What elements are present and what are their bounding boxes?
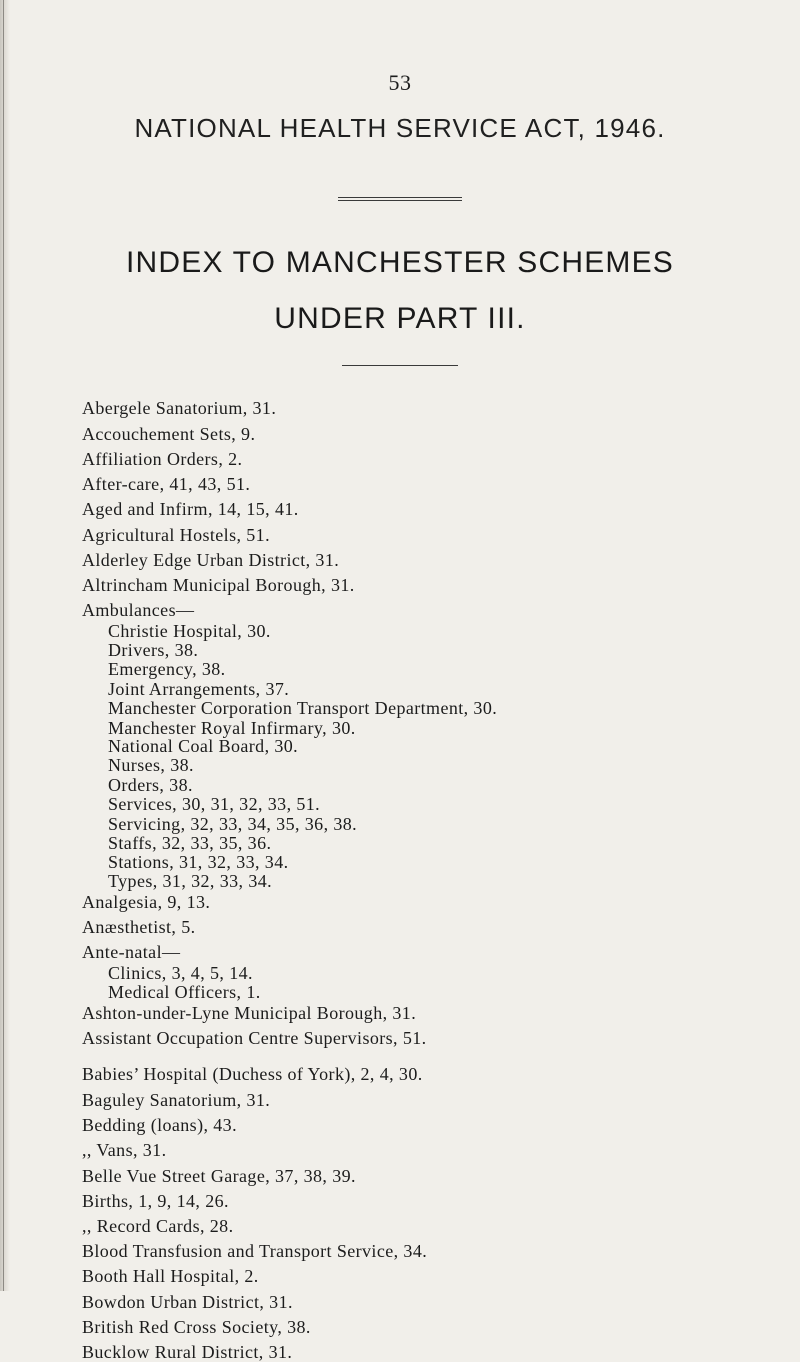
index-entry: Baguley Sanatorium, 31. (82, 1090, 271, 1110)
index-entry: Anæsthetist, 5. (82, 917, 196, 937)
index-entry: Booth Hall Hospital, 2. (82, 1266, 259, 1286)
index-title-line-1: INDEX TO MANCHESTER SCHEMES (125, 246, 675, 279)
index-title-line-2: UNDER PART III. (274, 302, 526, 335)
index-entry: Altrincham Municipal Borough, 31. (82, 575, 355, 595)
index-subentry: Manchester Corporation Transport Department, 30. (108, 698, 498, 718)
index-entry: ,, Vans, 31. (82, 1140, 167, 1160)
index-entry: ,, Record Cards, 28. (82, 1216, 234, 1236)
page-number: 53 (388, 70, 412, 95)
index-subentry: Orders, 38. (108, 775, 193, 795)
index-entry: Bucklow Rural District, 31. (82, 1342, 293, 1362)
index-entry: Births, 1, 9, 14, 26. (82, 1191, 229, 1211)
index-subentry: Staffs, 32, 33, 35, 36. (108, 833, 272, 853)
index-subentry: Drivers, 38. (108, 640, 199, 660)
index-subentry: Services, 30, 31, 32, 33, 51. (108, 794, 321, 814)
index-entry: Belle Vue Street Garage, 37, 38, 39. (82, 1166, 356, 1186)
index-subentry: Emergency, 38. (108, 659, 226, 679)
index-entry: Bedding (loans), 43. (82, 1115, 237, 1135)
index-entry: Babies’ Hospital (Duchess of York), 2, 4, 30. (82, 1064, 423, 1084)
index-subentry: Stations, 31, 32, 33, 34. (108, 852, 289, 872)
index-entry: Alderley Edge Urban District, 31. (82, 550, 340, 570)
index-entry: After-care, 41, 43, 51. (82, 474, 251, 494)
index-subentry: Types, 31, 32, 33, 34. (108, 871, 273, 891)
index-entry: Aged and Infirm, 14, 15, 41. (82, 499, 299, 519)
index-entry: Ante-natal— (82, 942, 181, 962)
index-subentry: Manchester Royal Infirmary, 30. (108, 718, 356, 738)
index-entry: Ambulances— (82, 600, 195, 620)
act-title: NATIONAL HEALTH SERVICE ACT, 1946. (134, 113, 666, 143)
index-entry: Bowdon Urban District, 31. (82, 1292, 293, 1312)
index-subentry: National Coal Board, 30. (108, 736, 299, 756)
index-entry: Abergele Sanatorium, 31. (82, 398, 277, 418)
index-subentry: Medical Officers, 1. (108, 982, 261, 1002)
index-subentry: Clinics, 3, 4, 5, 14. (108, 963, 253, 983)
index-entry: Blood Transfusion and Transport Service, 34. (82, 1241, 428, 1261)
index-subentry: Joint Arrangements, 37. (108, 679, 290, 699)
index-subentry: Nurses, 38. (108, 755, 194, 775)
index-subentry: Christie Hospital, 30. (108, 621, 271, 641)
index-entry: Affiliation Orders, 2. (82, 449, 243, 469)
index-entry: British Red Cross Society, 38. (82, 1317, 311, 1337)
index-entry: Analgesia, 9, 13. (82, 892, 211, 912)
index-entry: Ashton-under-Lyne Municipal Borough, 31. (82, 1003, 417, 1023)
index-entry: Accouchement Sets, 9. (82, 424, 256, 444)
index-subentry: Servicing, 32, 33, 34, 35, 36, 38. (108, 814, 358, 834)
index-entry: Agricultural Hostels, 51. (82, 525, 270, 545)
index-entry: Assistant Occupation Centre Supervisors, 51. (82, 1028, 427, 1048)
